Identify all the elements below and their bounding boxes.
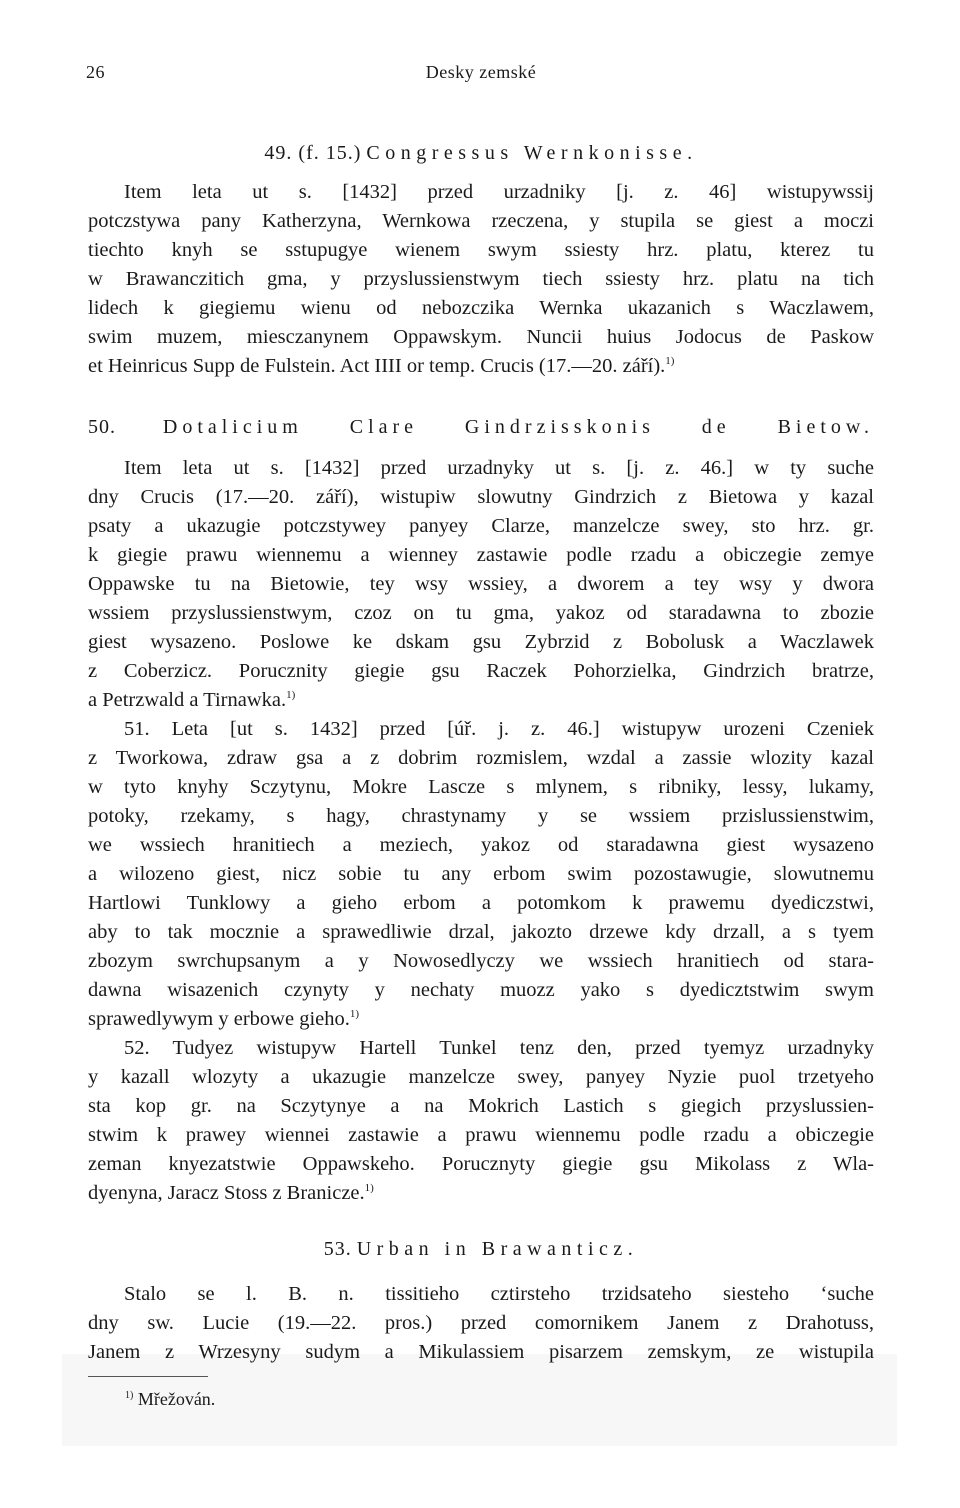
heading-word: Clare — [349, 416, 419, 438]
text-line-content: et Heinricus Supp de Fulstein. Act IIII or temp. Crucis (17.—20. září). — [88, 355, 666, 377]
entry-49-heading — [88, 142, 874, 165]
text-line: zeman knyezatstwie Oppawskeho. Porucznyty giegie gsu Mikolass z Wla- — [88, 1153, 874, 1175]
text-line: stwim k prawey wiennei zastawie a prawu wiennemu podle rzadu a obiczegie — [88, 1124, 874, 1146]
text-line — [88, 1179, 874, 1208]
text-line: we wssiech hranitiech a meziech, yakoz od staradawna giest wysazeno — [88, 834, 874, 856]
text-line: dny Crucis (17.—20. září), wistupiw slowutny Gindrzich z Bietowa y kazal — [88, 486, 874, 508]
text-line: w tyto knyhy Sczytynu, Mokre Lascze s mlynem, s ribniky, lessy, lukamy, — [88, 776, 874, 798]
text-line: w Brawanczitich gma, y przyslussienstwym tiech ssiesty hrz. platu na tich — [88, 268, 874, 290]
entry-51-first-line: 51. Leta [ut s. 1432] przed [úř. j. z. 46.] wistupyw urozeni Czeniek — [124, 718, 874, 740]
entry-50-body — [88, 454, 874, 1208]
text-line: swim muzem, miesczanynem Oppawskym. Nuncii huius Jodocus de Paskow — [88, 326, 874, 348]
entry-title: Congressus Wernkonisse. — [366, 142, 698, 164]
text-line: z Coberzicz. Porucznity giegie gsu Raczek Pohorzielka, Gindrzich bratrze, — [88, 660, 874, 682]
text-line: sta kop gr. na Sczytynye a na Mokrich Lastich s giegich przyslussien- — [88, 1095, 874, 1117]
footnote-mark: 1) — [125, 1390, 134, 1401]
text-line — [88, 352, 874, 381]
footnote-ref[interactable]: 1) — [349, 1008, 360, 1020]
page-number: 26 — [86, 62, 105, 82]
entry-52-first-line: 52. Tudyez wistupyw Hartell Tunkel tenz den, przed tyemyz urzadnyky — [124, 1037, 874, 1059]
text-line: zbozym swrchupsanym a y Nowosedlyczy we wssiech hranitiech od stara- — [88, 950, 874, 972]
text-line: potoky, rzekamy, s hagy, chrastynamy y se wssiem przislussienstwim, — [88, 805, 874, 827]
footnote-rule — [88, 1376, 208, 1377]
heading-word: de — [701, 416, 731, 438]
footnote-ref[interactable]: 1) — [364, 1182, 374, 1194]
text-line-content: a Petrzwald a Tirnawka. — [88, 689, 287, 711]
text-line: Stalo se l. B. n. tissitieho cztirsteho trzidsateho siesteho ‘suche — [124, 1283, 874, 1305]
text-line: psaty a ukazugie potczstywey panyey Clarze, manzelcze swey, sto hrz. gr. — [88, 515, 874, 537]
text-line: z Tworkowa, zdraw gsa a z dobrim rozmislem, wzdal a zassie wlozity kazal — [88, 747, 874, 769]
text-line — [88, 1005, 874, 1034]
entry-title: Urban in Brawanticz. — [356, 1238, 639, 1260]
footnote-ref[interactable]: 1) — [286, 689, 296, 701]
entry-number: 50. — [88, 416, 116, 438]
text-line: lidech k giegiemu wienu od nebozczika Wernka ukazanich s Waczlawem, — [88, 297, 874, 319]
entry-50-heading — [88, 416, 874, 439]
text-line-content: dyenyna, Jaracz Stoss z Branicze. — [88, 1182, 365, 1204]
entry-53-body — [88, 1280, 874, 1367]
text-line: dny sw. Lucie (19.—22. pros.) przed comornikem Janem z Drahotuss, — [88, 1312, 874, 1334]
running-head — [88, 62, 874, 86]
entry-number: 49. (f. 15.) — [264, 142, 362, 164]
text-line: Item leta ut s. [1432] przed urzadnyky ut s. [j. z. 46.] w ty suche — [124, 457, 874, 479]
heading-word: Dotalicium — [162, 416, 303, 438]
text-line: tiechto knyh se sstupugye wienem swym ssiesty hrz. platu, kterez tu — [88, 239, 874, 261]
text-line: wssiem przyslussienstwym, czoz on tu gma, yakoz od staradawna to zbozie — [88, 602, 874, 624]
entry-number: 53. — [323, 1238, 352, 1260]
entry-49-body — [88, 178, 874, 381]
footnote-text: Mřežován. — [137, 1389, 216, 1409]
text-line: y kazall wlozyty a ukazugie manzelcze swey, panyey Nyzie puol trzetyeho — [88, 1066, 874, 1088]
text-line-content: sprawedlywym y erbowe gieho. — [88, 1008, 350, 1030]
text-line: aby to tak mocznie a sprawedliwie drzal, jakozto drzewe kdy drzall, a s tyem — [88, 921, 874, 943]
heading-word: Gindrzisskonis — [464, 416, 655, 438]
text-line: Janem z Wrzesyny sudym a Mikulassiem pisarzem zemskym, ze wistupila — [88, 1341, 874, 1363]
entry-53-heading — [88, 1238, 874, 1261]
text-line: Oppawske tu na Bietowie, tey wsy wssiey, a dworem a tey wsy y dwora — [88, 573, 874, 595]
text-line: giest wysazeno. Poslowe ke dskam gsu Zybrzid z Bobolusk a Waczlawek — [88, 631, 874, 653]
heading-word: Bietow. — [777, 416, 875, 438]
text-line: k giegie prawu wiennemu a wienney zastawie podle rzadu a obiczegie zemye — [88, 544, 874, 566]
text-line: a wilozeno giest, nicz sobie tu any erbom swim pozostawugie, slowutnemu — [88, 863, 874, 885]
footnote-1 — [125, 1389, 215, 1410]
text-line: Item leta ut s. [1432] przed urzadniky [j. z. 46] wistupywssij — [124, 181, 874, 203]
text-line — [88, 686, 874, 715]
text-line: dawna wisazenich czynyty y nechaty muozz yako s dyedicztstwim swym — [88, 979, 874, 1001]
text-line: Hartlowi Tunklowy a gieho erbom a potomkom k prawemu dyediczstwi, — [88, 892, 874, 914]
running-title: Desky zemské — [425, 62, 537, 82]
text-line: potczstywa pany Katherzyna, Wernkowa rzeczena, y stupila se giest a moczi — [88, 210, 874, 232]
footnote-ref[interactable]: 1) — [665, 355, 675, 367]
